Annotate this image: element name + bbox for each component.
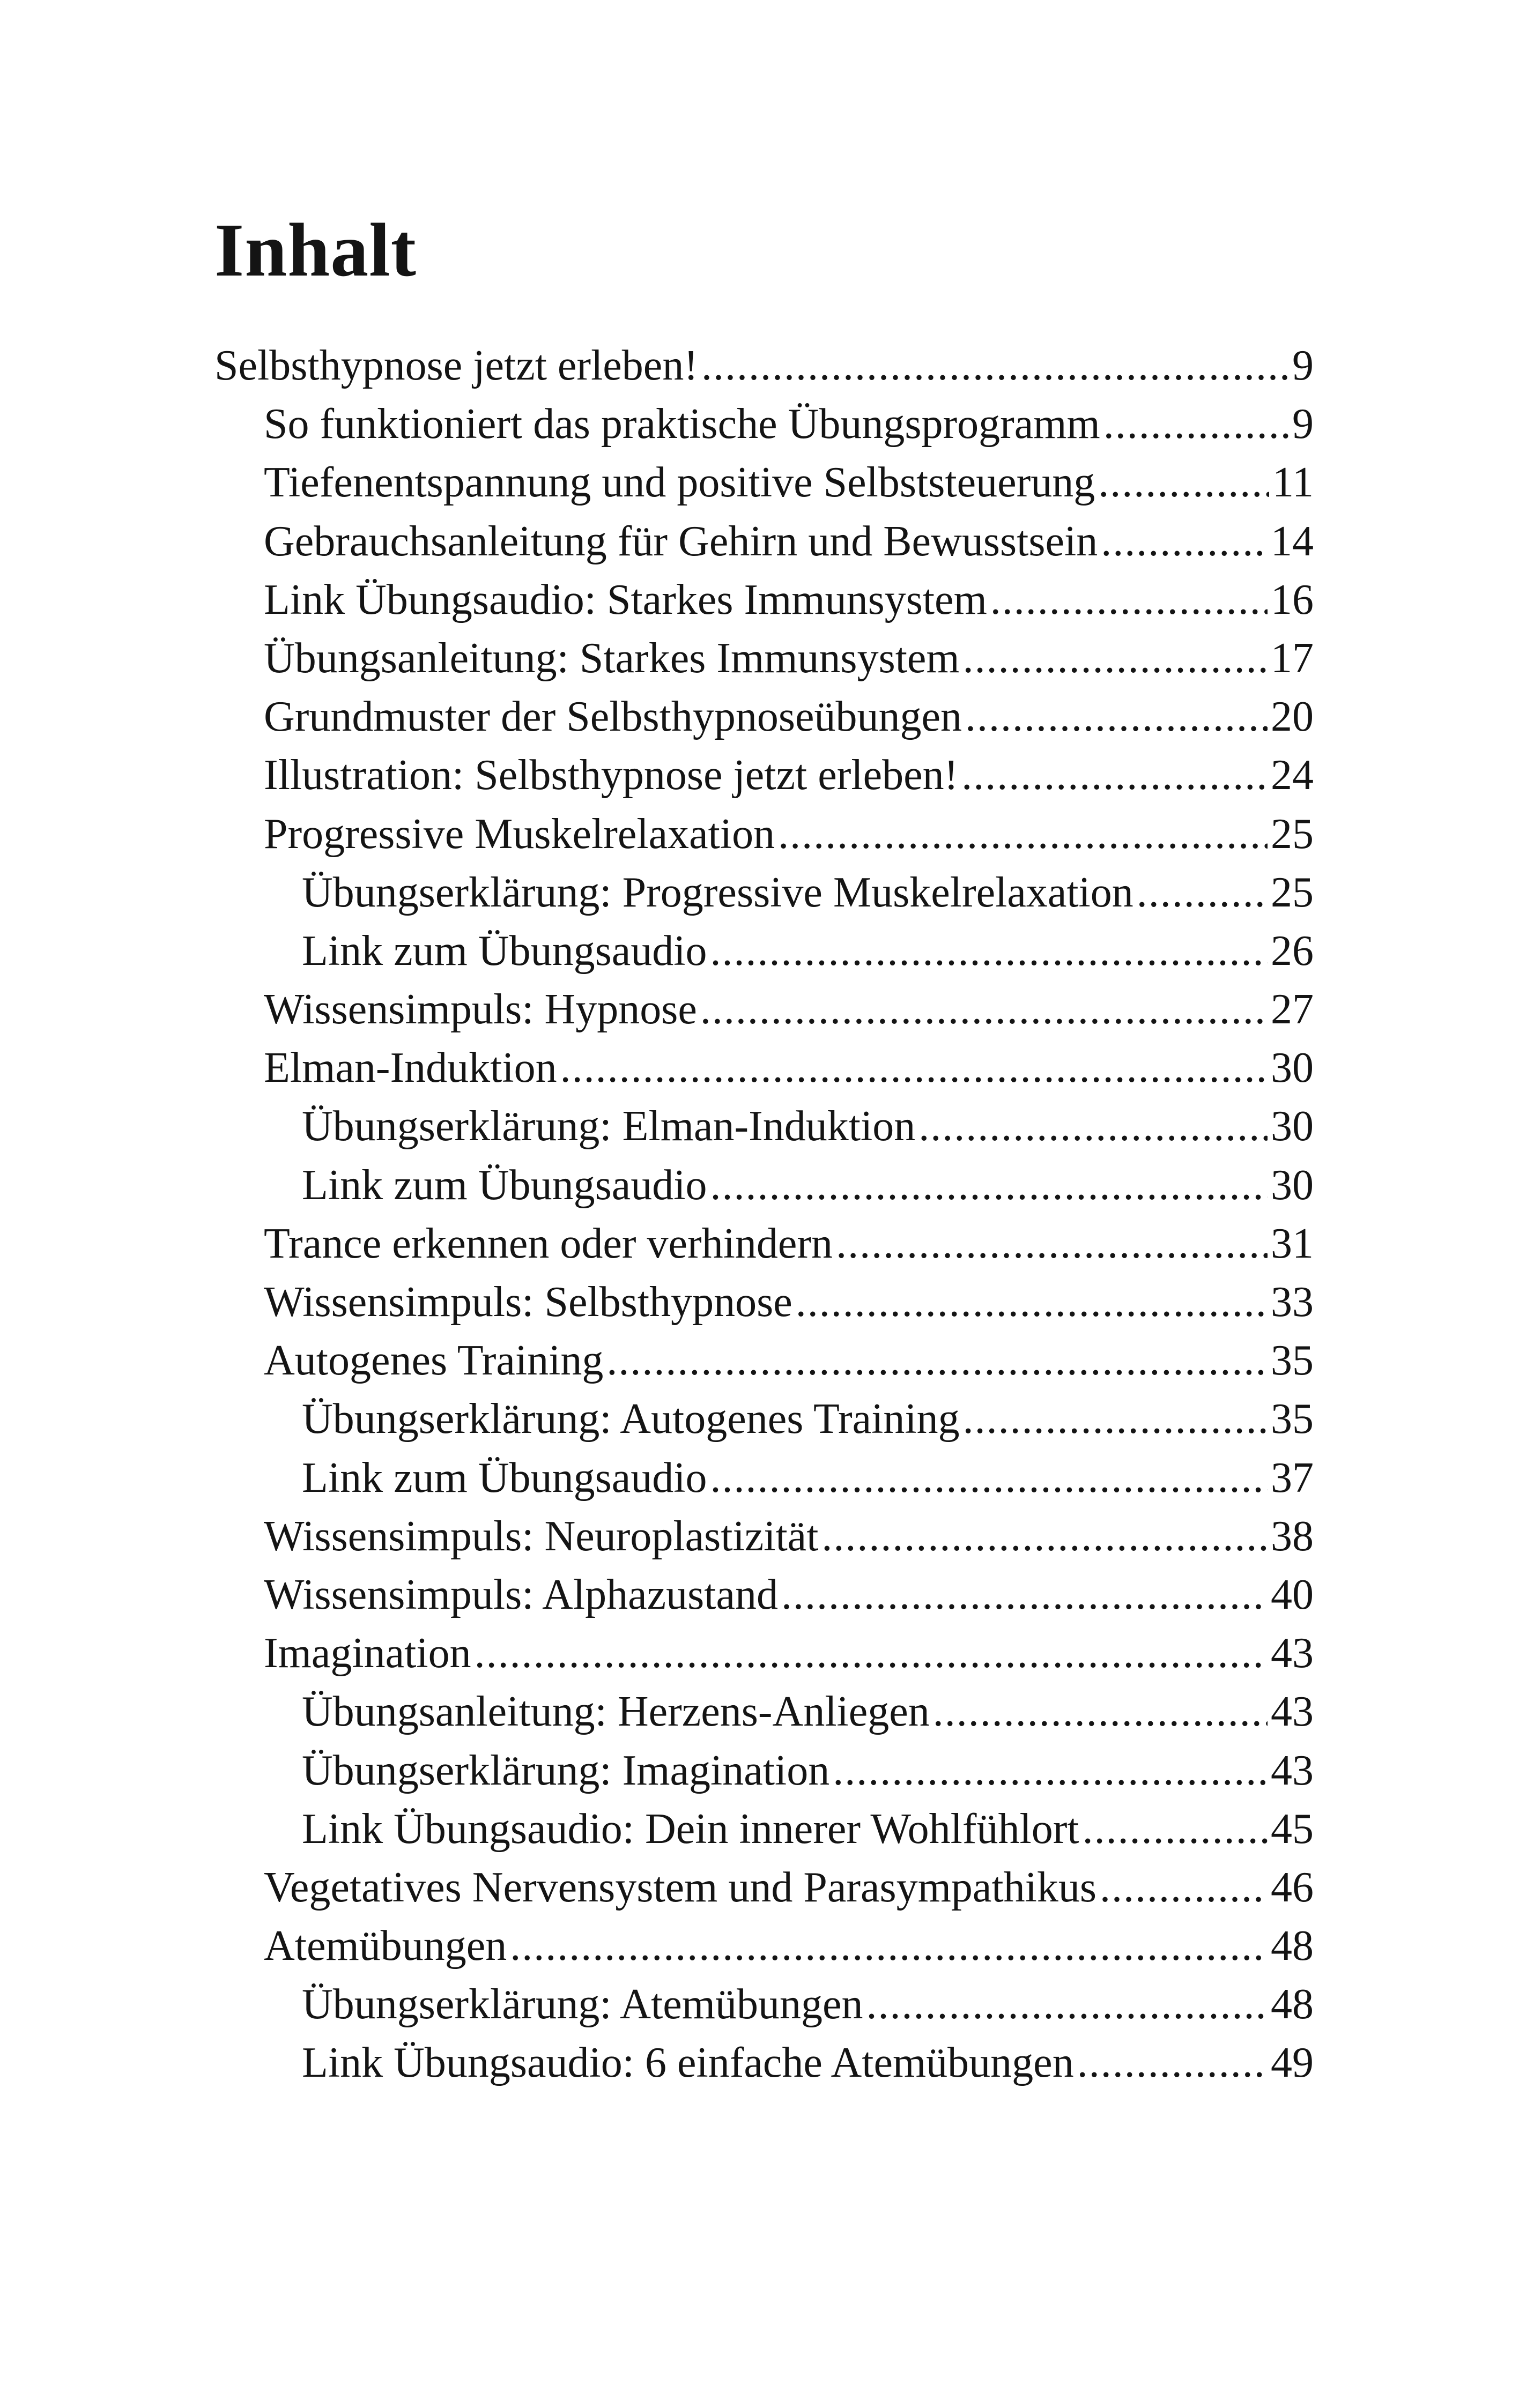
toc-entry-label: Link Übungsaudio: 6 einfache Atemübungen	[302, 2039, 1074, 2087]
dot-leader	[475, 1624, 1268, 1683]
toc-entry-label: Link Übungsaudio: Dein innerer Wohlfühlort	[302, 1805, 1079, 1853]
toc-entry	[214, 1332, 1314, 1390]
toc-entry-page-number: 49	[1271, 2039, 1314, 2087]
toc-entry-label: Illustration: Selbsthypnose jetzt erleben!	[264, 752, 959, 799]
dot-leader	[963, 629, 1268, 688]
toc-entry-page-number: 25	[1271, 810, 1314, 858]
toc-entry-label: Übungserklärung: Imagination	[302, 1746, 830, 1794]
toc-entry-page-number: 43	[1271, 1630, 1314, 1677]
toc-entry-page-number: 27	[1271, 986, 1314, 1034]
toc-entry-label: Übungserklärung: Autogenes Training	[302, 1395, 960, 1443]
toc-entry-label: Wissensimpuls: Selbsthypnose	[264, 1279, 792, 1326]
toc-entry	[214, 395, 1314, 454]
toc-entry	[214, 571, 1314, 629]
toc-entry	[214, 1624, 1314, 1683]
dot-leader	[701, 337, 1289, 395]
toc-entry	[214, 1156, 1314, 1215]
toc-entry-label: So funktioniert das praktische Übungsprogramm	[264, 400, 1100, 448]
toc-entry-label: Progressive Muskelrelaxation	[264, 810, 775, 858]
toc-entry-label: Vegetatives Nervensystem und Parasympathikus	[264, 1863, 1097, 1911]
toc-entry-page-number: 30	[1271, 1103, 1314, 1150]
toc-entry-page-number: 9	[1292, 400, 1314, 448]
dot-leader	[606, 1332, 1268, 1390]
toc-entry-label: Tiefenentspannung und positive Selbststeuerung	[264, 459, 1095, 507]
toc-entry	[214, 629, 1314, 688]
toc-entry-page-number: 14	[1271, 517, 1314, 565]
dot-leader	[933, 1683, 1268, 1741]
toc-entry-label: Imagination	[264, 1630, 471, 1677]
dot-leader	[510, 1917, 1268, 1975]
toc-entry-page-number: 43	[1271, 1746, 1314, 1794]
toc-entry-page-number: 40	[1271, 1571, 1314, 1618]
toc-entry-label: Link zum Übungsaudio	[302, 1454, 707, 1502]
toc-entry-page-number: 16	[1271, 576, 1314, 623]
toc-entry-page-number: 48	[1271, 1981, 1314, 2028]
toc-entry-label: Atemübungen	[264, 1922, 507, 1970]
dot-leader	[965, 688, 1268, 746]
dot-leader	[1101, 512, 1268, 571]
dot-leader	[700, 980, 1268, 1039]
toc-entry-label: Grundmuster der Selbsthypnoseübungen	[264, 693, 962, 741]
toc-entry-label: Link Übungsaudio: Starkes Immunsystem	[264, 576, 987, 623]
table-of-contents	[214, 337, 1314, 2093]
dot-leader	[560, 1039, 1268, 1097]
toc-entry	[214, 2034, 1314, 2092]
toc-entry-label: Selbsthypnose jetzt erleben!	[214, 342, 698, 389]
toc-entry-page-number: 26	[1271, 927, 1314, 975]
toc-entry	[214, 512, 1314, 571]
toc-entry-label: Trance erkennen oder verhindern	[264, 1220, 833, 1267]
toc-entry-label: Gebrauchsanleitung für Gehirn und Bewusstsein	[264, 517, 1098, 565]
toc-entry-label: Autogenes Training	[264, 1337, 604, 1385]
toc-entry	[214, 688, 1314, 746]
toc-entry	[214, 454, 1314, 512]
dot-leader	[781, 1566, 1268, 1624]
dot-leader	[1137, 864, 1268, 922]
toc-entry	[214, 805, 1314, 864]
toc-entry-label: Link zum Übungsaudio	[302, 1161, 707, 1209]
dot-leader	[866, 1975, 1268, 2034]
dot-leader	[710, 1449, 1268, 1507]
toc-entry	[214, 337, 1314, 395]
toc-entry-page-number: 31	[1271, 1220, 1314, 1267]
dot-leader	[963, 1390, 1268, 1448]
toc-entry-page-number: 30	[1271, 1161, 1314, 1209]
toc-entry-label: Übungserklärung: Progressive Muskelrelaxation	[302, 868, 1133, 916]
toc-entry-page-number: 48	[1271, 1922, 1314, 1970]
dot-leader	[778, 805, 1268, 864]
toc-entry-page-number: 46	[1271, 1863, 1314, 1911]
toc-entry-page-number: 45	[1271, 1805, 1314, 1853]
dot-leader	[796, 1273, 1268, 1332]
toc-entry	[214, 1917, 1314, 1975]
dot-leader	[710, 1156, 1268, 1215]
dot-leader	[1077, 2034, 1268, 2092]
toc-entry-label: Wissensimpuls: Hypnose	[264, 986, 697, 1034]
toc-entry-label: Übungsanleitung: Herzens-Anliegen	[302, 1688, 930, 1736]
toc-entry-page-number: 43	[1271, 1688, 1314, 1736]
dot-leader	[1100, 1859, 1268, 1917]
dot-leader	[961, 746, 1268, 805]
toc-entry-label: Elman-Induktion	[264, 1044, 557, 1092]
toc-entry	[214, 1683, 1314, 1741]
toc-entry-label: Wissensimpuls: Neuroplastizität	[264, 1512, 819, 1560]
toc-entry	[214, 1742, 1314, 1800]
dot-leader	[1098, 454, 1269, 512]
toc-entry-label: Übungserklärung: Elman-Induktion	[302, 1103, 916, 1150]
toc-entry	[214, 1039, 1314, 1097]
toc-entry-page-number: 38	[1271, 1512, 1314, 1560]
dot-leader	[1103, 395, 1289, 454]
toc-entry-page-number: 37	[1271, 1454, 1314, 1502]
toc-entry-page-number: 24	[1271, 752, 1314, 799]
toc-entry-label: Übungserklärung: Atemübungen	[302, 1981, 863, 2028]
toc-entry-label: Wissensimpuls: Alphazustand	[264, 1571, 778, 1618]
dot-leader	[1083, 1800, 1268, 1859]
toc-entry	[214, 1800, 1314, 1859]
toc-entry	[214, 746, 1314, 805]
toc-entry	[214, 1273, 1314, 1332]
toc-entry-page-number: 30	[1271, 1044, 1314, 1092]
toc-entry	[214, 1507, 1314, 1566]
toc-entry-page-number: 35	[1271, 1337, 1314, 1385]
toc-entry	[214, 1859, 1314, 1917]
toc-entry-page-number: 20	[1271, 693, 1314, 741]
toc-entry-label: Übungsanleitung: Starkes Immunsystem	[264, 634, 960, 682]
toc-entry	[214, 1566, 1314, 1624]
toc-entry-page-number: 35	[1271, 1395, 1314, 1443]
toc-entry	[214, 1215, 1314, 1273]
dot-leader	[710, 922, 1268, 980]
toc-entry-label: Link zum Übungsaudio	[302, 927, 707, 975]
page-title: Inhalt	[214, 207, 417, 292]
dot-leader	[833, 1742, 1268, 1800]
dot-leader	[990, 571, 1268, 629]
dot-leader	[836, 1215, 1268, 1273]
toc-entry-page-number: 33	[1271, 1279, 1314, 1326]
toc-entry	[214, 1449, 1314, 1507]
toc-entry	[214, 922, 1314, 980]
toc-entry-page-number: 17	[1271, 634, 1314, 682]
dot-leader	[918, 1097, 1268, 1156]
dot-leader	[821, 1507, 1268, 1566]
toc-entry-page-number: 25	[1271, 868, 1314, 916]
toc-entry	[214, 1975, 1314, 2034]
toc-entry-page-number: 9	[1292, 342, 1314, 389]
toc-entry	[214, 1390, 1314, 1448]
toc-entry	[214, 864, 1314, 922]
toc-entry	[214, 980, 1314, 1039]
toc-entry-page-number: 11	[1272, 459, 1314, 507]
toc-entry	[214, 1097, 1314, 1156]
